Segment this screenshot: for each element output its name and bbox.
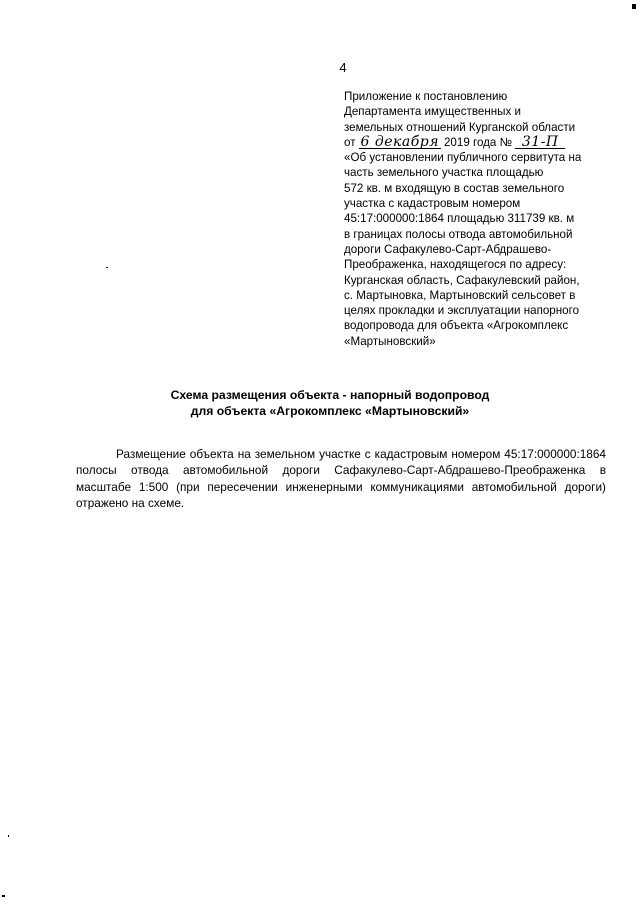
appendix-line: Преображенка, находящегося по адресу: [344,258,567,272]
scan-speck [106,267,108,268]
appendix-line: «Мартыновский» [344,334,436,348]
appendix-line: водопровода для объекта «Агрокомплекс [344,319,569,333]
appendix-line: «Об установлении публичного сервитута на [344,151,582,165]
appendix-line: в границах полосы отвода автомобильной [344,227,573,241]
handwritten-date: 6 декабря [360,133,439,150]
appendix-line: часть земельного участка площадью [344,166,544,180]
title-line-2: для объекта «Агрокомплекс «Мартыновский» [190,404,470,418]
appendix-line: 572 кв. м входящую в состав земельного [344,181,565,195]
appendix-line: участка с кадастровым номером [344,197,521,211]
appendix-line: 45:17:000000:1864 площадью 311739 кв. м [344,212,575,226]
appendix-line: целях прокладки и эксплуатации напорного [344,304,580,318]
appendix-line: Приложение к постановлению [344,90,508,103]
appendix-date-line [344,135,614,150]
page-number: 4 [339,60,347,75]
title-line-1: Схема размещения объекта - напорный водопровод [170,388,490,402]
appendix-header [344,89,614,349]
date-prefix: от [344,135,356,149]
appendix-line: Курганская область, Сафакулевский район, [344,273,580,287]
scan-speck [8,835,9,837]
appendix-line: дороги Сафакулево-Сарт-Абдрашево- [344,242,552,256]
document-title [0,387,640,419]
appendix-line: с. Мартыновка, Мартыновский сельсовет в [344,288,576,302]
body-paragraph: Размещение объекта на земельном участке с кадастровым номером 45:17:000000:1864 полосы отвода автомобильной дороги Сафакулево-Сарт-Абдрашево-Преображенка в масштабе 1:500 (при пересечении инженерными коммуникациями автомобильной дороги) отражено на схеме. [76,447,606,510]
appendix-line: Департамента имущественных и [344,105,521,119]
appendix-line: земельных отношений Курганской области [344,120,576,134]
scan-mark [632,4,636,9]
handwritten-number: 31-П [515,136,565,149]
year-label: 2019 года № [443,135,513,149]
scan-speck [2,895,5,897]
